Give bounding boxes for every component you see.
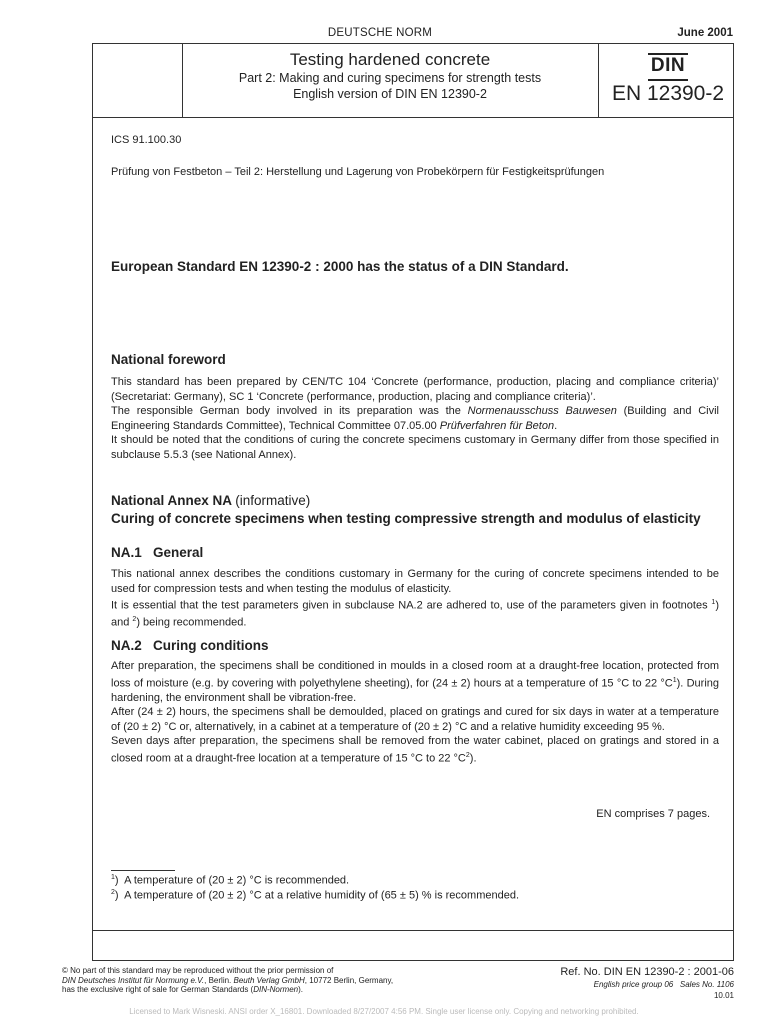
na2-paragraph: After (24 ± 2) hours, the specimens shall be demoulded, placed on gratings and cured for six days in water at a temperature of (20 ± 2) °C or, alternatively, in a cabinet at a temperature of (20 ± 2) °C and a relative humidity exceeding 95 %. bbox=[111, 706, 719, 733]
foreword-paragraph: This standard has been prepared by CEN/TC 104 ‘Concrete (performance, production, placing and compliance criteria)’ (Secretariat: Germany), SC 1 ‘Concrete (performance, production, placing and compliance criteria)’. bbox=[111, 376, 719, 403]
na1-paragraph: This national annex describes the conditions customary in Germany for the curing of concrete specimens intended to be used for compression tests and when testing the modulus of elasticity. bbox=[111, 568, 719, 595]
section-na1-body bbox=[111, 567, 719, 630]
standard-number: EN 12390-2 bbox=[611, 82, 725, 105]
english-version: English version of DIN EN 12390-2 bbox=[293, 87, 487, 101]
din-logo-bar-bottom bbox=[648, 79, 688, 81]
footer-box bbox=[92, 930, 734, 961]
copyright-notice: © No part of this standard may be reproduced without the prior permission of DIN Deutsches Institut für Normung e.V., Berlin. Beuth Verlag GmbH, 10772 Berlin, Germany, has the exclusive right of sale for German Standards (DIN-Normen). bbox=[62, 966, 394, 994]
section-na2-heading: NA.2 Curing conditions bbox=[111, 638, 269, 653]
na2-paragraph: After preparation, the specimens shall be conditioned in moulds in a closed room at a draught-free location, protected from loss of moisture (e.g. by covering with polyethylene sheeting), for (24 ± 2) hours at a temperature of 15 °C to 22 $^\circ C^1$). During hardening, the environment shall be vibration-free. bbox=[111, 660, 719, 704]
din-logo: DIN bbox=[650, 55, 686, 76]
license-watermark: Licensed to Mark Wisneski. ANSI order X_16801. Downloaded 8/27/2007 4:56 PM. Single user license only. Copying and networking prohibited. bbox=[129, 1007, 639, 1016]
page-count: EN comprises 7 pages. bbox=[596, 808, 710, 820]
section-na2-body bbox=[111, 659, 719, 766]
section-na1-heading: NA.1 General bbox=[111, 545, 204, 560]
document-subtitle bbox=[185, 70, 595, 102]
german-title: Prüfung von Festbeton – Teil 2: Herstellung und Lagerung von Probekörpern für Festigkeitsprüfungen bbox=[111, 166, 605, 178]
national-annex-subtitle: Curing of concrete specimens when testing compressive strength and modulus of elasticity bbox=[111, 511, 701, 526]
publication-date: June 2001 bbox=[677, 27, 733, 39]
title-divider-left bbox=[182, 43, 183, 118]
foreword-paragraph: The responsible German body involved in its preparation was the Normenausschuss Bauwesen (Building and Civil Engineering Standards Committee), Technical Committee 07.05.00 Prüfverfahren für Beton. bbox=[111, 405, 719, 432]
national-annex-heading: National Annex NA (informative) bbox=[111, 493, 311, 508]
na2-paragraph: Seven days after preparation, the specimens shall be removed from the water cabinet, placed on gratings and stored in a closed room at a draught-free location at a temperature of 15 °C to 22 $^\circ C^2$). bbox=[111, 735, 719, 765]
national-foreword-heading: National foreword bbox=[111, 352, 226, 367]
document-series: DEUTSCHE NORM bbox=[327, 27, 433, 39]
footnote-rule bbox=[111, 870, 175, 871]
title-divider-right bbox=[598, 43, 599, 118]
part-title: Part 2: Making and curing specimens for strength tests bbox=[238, 71, 542, 85]
document-title: Testing hardened concrete bbox=[289, 50, 491, 69]
ics-code: ICS 91.100.30 bbox=[111, 134, 182, 146]
status-statement: European Standard EN 12390-2 : 2000 has the status of a DIN Standard. bbox=[111, 259, 569, 274]
price-info: English price group 06 Sales No. 1106 bbox=[593, 980, 734, 989]
na1-paragraph: It is essential that the test parameters given in subclause NA.2 are adhered to, use of the parameters given in footnotes $^1$) and $^2$) being recommended. bbox=[111, 599, 719, 629]
edition-code: 10.01 bbox=[713, 991, 734, 1000]
reference-number: Ref. No. DIN EN 12390-2 : 2001-06 bbox=[560, 966, 734, 978]
footnote-2: $^2$) A temperature of (20 ± 2) °C at a relative humidity of (65 ± 5) % is recommended. bbox=[111, 889, 519, 902]
footnote-1: $^1$) A temperature of (20 ± 2) °C is recommended. bbox=[111, 874, 350, 887]
foreword-paragraph: It should be noted that the conditions of curing the concrete specimens customary in Germany differ from those specified in subclause 5.5.3 (see National Annex). bbox=[111, 434, 719, 461]
national-foreword-body bbox=[111, 375, 719, 462]
